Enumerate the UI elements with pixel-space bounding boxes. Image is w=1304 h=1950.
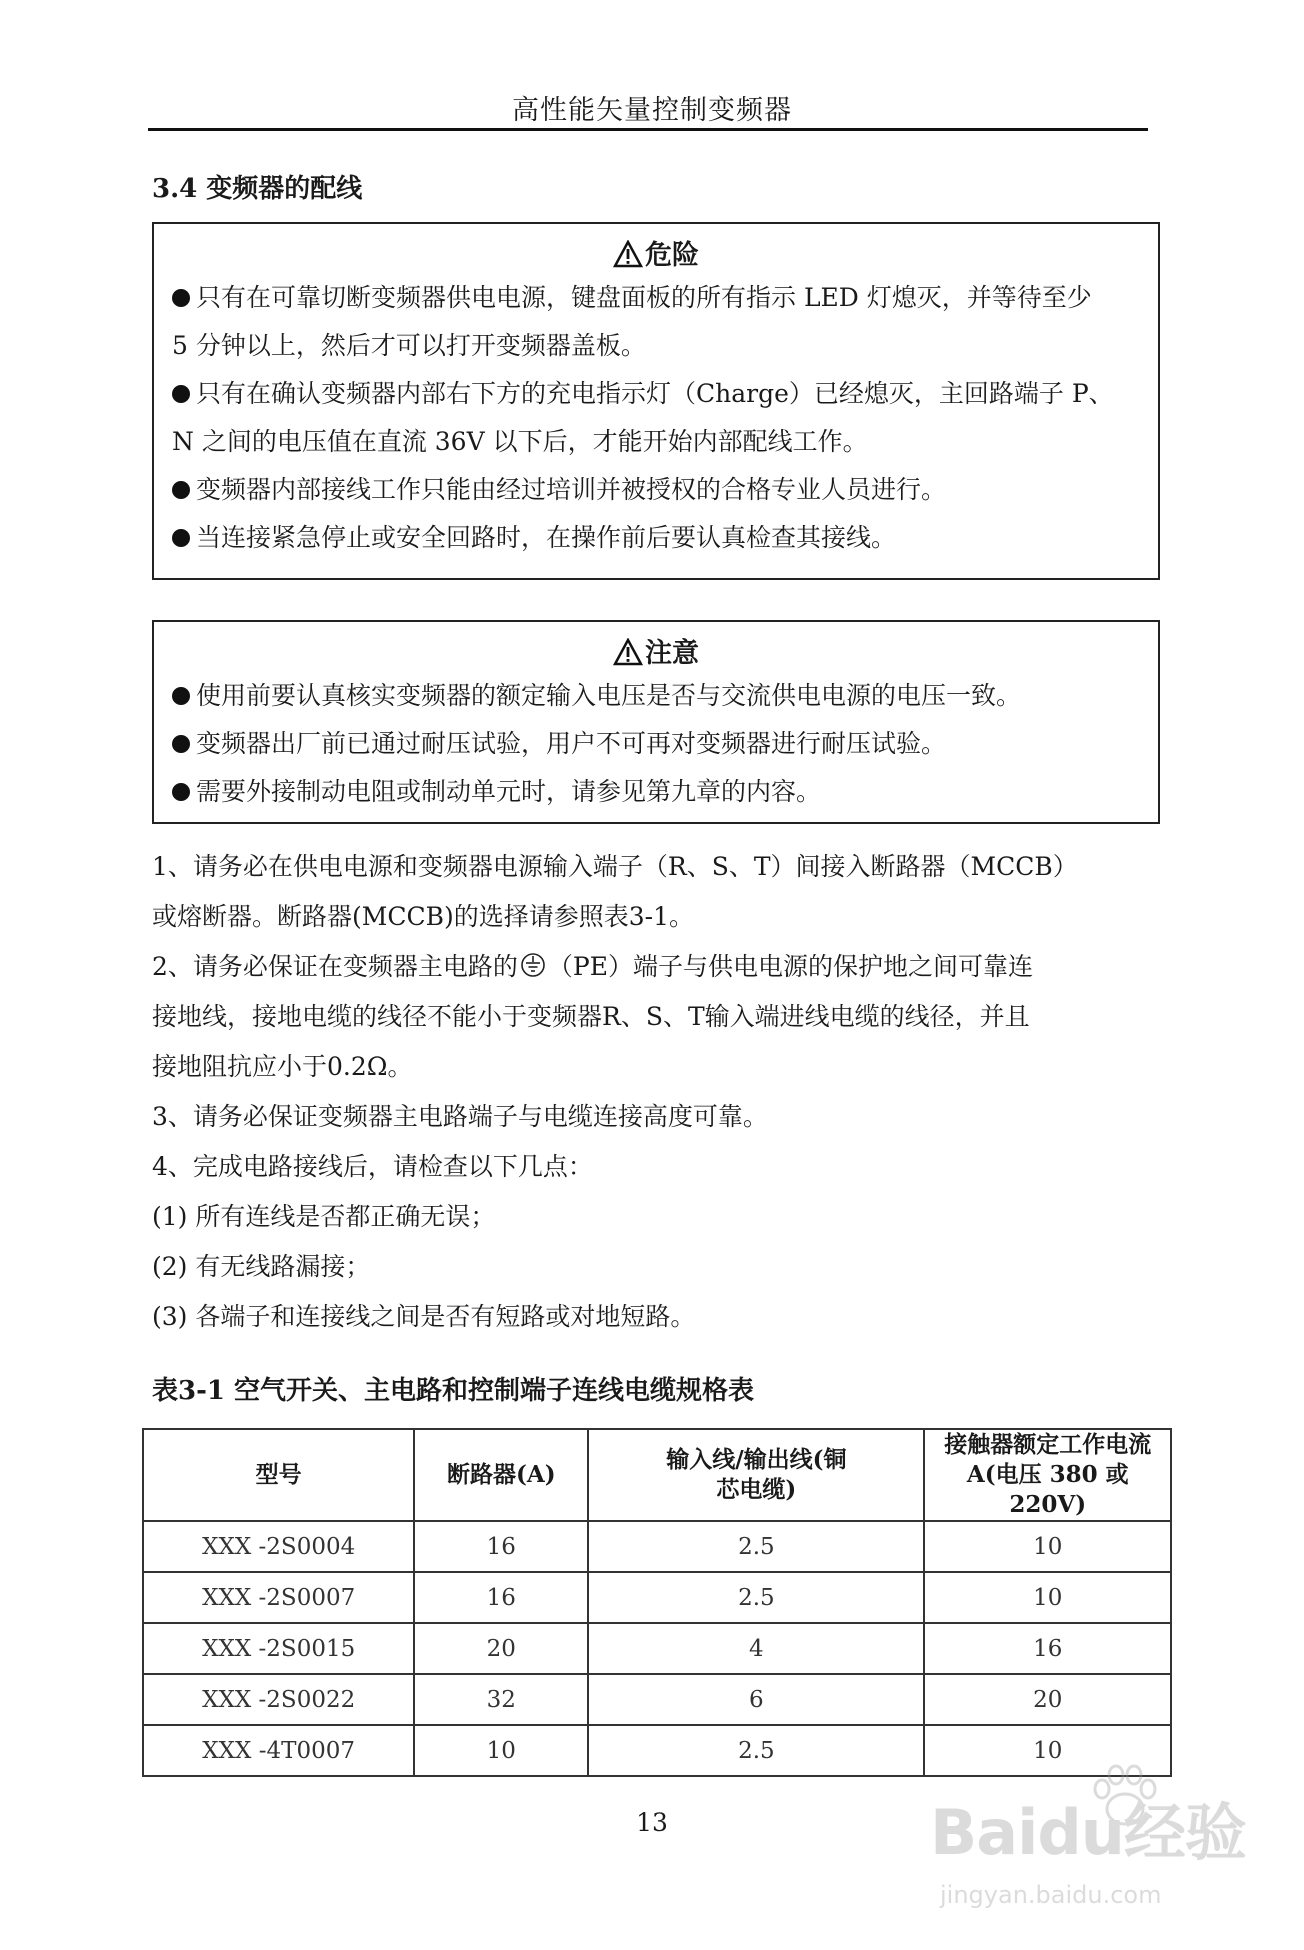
cell-contactor: 10 [924, 1725, 1171, 1776]
cell-model: XXX -4T0007 [143, 1725, 414, 1776]
page-header-title: 高性能矢量控制变频器 [512, 95, 792, 126]
cell-cable: 4 [588, 1623, 924, 1674]
notice-line [154, 672, 1158, 720]
danger-title: 危险 [645, 240, 699, 271]
notice-heading [154, 636, 1158, 672]
paragraph-2-text-a: 2、请务必保证在变频器主电路的 [152, 952, 518, 981]
header-contactor-line-2: A(电压 380 或 220V) [966, 1461, 1129, 1518]
header-cable-line-1: 输入线/输出线(铜 [666, 1446, 847, 1473]
table-row [143, 1623, 1171, 1674]
danger-line [154, 514, 1158, 562]
table-row [143, 1521, 1171, 1572]
danger-line-text: N 之间的电压值在直流 36V 以下后，才能开始内部配线工作。 [172, 427, 868, 456]
header-cable [588, 1429, 924, 1521]
paragraph-3: 3、请务必保证变频器主电路端子与电缆连接高度可靠。 [152, 1102, 768, 1131]
cell-contactor: 20 [924, 1674, 1171, 1725]
header-cable-line-2: 芯电缆) [716, 1476, 797, 1503]
cell-model: XXX -2S0022 [143, 1674, 414, 1725]
watermark-brand: Baidu经验 [930, 1796, 1246, 1869]
cell-cable: 6 [588, 1674, 924, 1725]
cell-breaker: 32 [414, 1674, 588, 1725]
cell-cable: 2.5 [588, 1521, 924, 1572]
check-item-1: (1) 所有连线是否都正确无误； [152, 1202, 496, 1231]
page-number: 13 [636, 1808, 668, 1837]
section-title: 3.4 变频器的配线 [152, 174, 363, 204]
notice-line-text: 需要外接制动电阻或制动单元时，请参见第九章的内容。 [196, 777, 822, 806]
danger-line-text: 只有在确认变频器内部右下方的充电指示灯（Charge）已经熄灭，主回路端子 P、 [196, 379, 1114, 408]
cell-breaker: 10 [414, 1725, 588, 1776]
table-row [143, 1674, 1171, 1725]
cell-contactor: 10 [924, 1521, 1171, 1572]
warning-triangle-icon [613, 240, 643, 268]
check-item-2: (2) 有无线路漏接； [152, 1252, 371, 1281]
paragraph-2-line-2: 接地线，接地电缆的线径不能小于变频器R、S、T输入端进线电缆的线径，并且 [152, 1002, 1030, 1031]
danger-line [154, 274, 1158, 322]
notice-box [152, 620, 1160, 824]
table-title: 表3-1 空气开关、主电路和控制端子连线电缆规格表 [152, 1376, 755, 1406]
danger-box [152, 222, 1160, 580]
bullet-icon [172, 783, 190, 801]
ground-symbol-icon [520, 952, 546, 978]
cell-breaker: 16 [414, 1521, 588, 1572]
cell-cable: 2.5 [588, 1572, 924, 1623]
cell-model: XXX -2S0015 [143, 1623, 414, 1674]
header-breaker: 断路器(A) [414, 1429, 588, 1521]
danger-heading [154, 238, 1158, 274]
paragraph-1-line-1: 1、请务必在供电电源和变频器电源输入端子（R、S、T）间接入断路器（MCCB） [152, 852, 1078, 881]
danger-line [154, 370, 1158, 418]
bullet-icon [172, 529, 190, 547]
danger-line-text: 变频器内部接线工作只能由经过培训并被授权的合格专业人员进行。 [196, 475, 947, 504]
danger-line-text: 只有在可靠切断变频器供电电源，键盘面板的所有指示 LED 灯熄灭，并等待至少 [196, 283, 1092, 312]
warning-triangle-icon [613, 638, 643, 666]
cell-cable: 2.5 [588, 1725, 924, 1776]
paragraph-1-line-2: 或熔断器。断路器(MCCB)的选择请参照表3-1。 [152, 902, 694, 931]
header-contactor-line-1: 接触器额定工作电流 [944, 1431, 1152, 1458]
bullet-icon [172, 735, 190, 753]
baidu-watermark [930, 1755, 1260, 1930]
bullet-icon [172, 481, 190, 499]
table-header-row [143, 1429, 1171, 1521]
paragraph-4: 4、完成电路接线后，请检查以下几点： [152, 1152, 593, 1181]
cell-contactor: 16 [924, 1623, 1171, 1674]
cell-model: XXX -2S0007 [143, 1572, 414, 1623]
bullet-icon [172, 385, 190, 403]
danger-line [154, 418, 1158, 466]
danger-line [154, 322, 1158, 370]
danger-line-text: 当连接紧急停止或安全回路时，在操作前后要认真检查其接线。 [196, 523, 897, 552]
header-contactor [924, 1429, 1171, 1521]
watermark-url: jingyan.baidu.com [940, 1881, 1162, 1909]
bullet-icon [172, 289, 190, 307]
notice-line [154, 720, 1158, 768]
danger-line [154, 466, 1158, 514]
notice-line [154, 768, 1158, 816]
check-item-3: (3) 各端子和连接线之间是否有短路或对地短路。 [152, 1302, 696, 1331]
cell-breaker: 20 [414, 1623, 588, 1674]
body-text [152, 842, 1162, 1342]
notice-line-text: 使用前要认真核实变频器的额定输入电压是否与交流供电电源的电压一致。 [196, 681, 1022, 710]
paragraph-2-line-3: 接地阻抗应小于0.2Ω。 [152, 1052, 413, 1081]
table-row [143, 1572, 1171, 1623]
paragraph-2-line-1 [152, 942, 1162, 992]
danger-line-text: 5 分钟以上，然后才可以打开变频器盖板。 [172, 331, 646, 360]
cell-contactor: 10 [924, 1572, 1171, 1623]
header-model: 型号 [143, 1429, 414, 1521]
notice-title: 注意 [645, 638, 699, 669]
cell-model: XXX -2S0004 [143, 1521, 414, 1572]
header-rule [148, 128, 1148, 131]
paragraph-2-text-b: （PE）端子与供电电源的保护地之间可靠连 [547, 952, 1033, 981]
cell-breaker: 16 [414, 1572, 588, 1623]
cable-spec-table [142, 1428, 1172, 1777]
notice-line-text: 变频器出厂前已通过耐压试验，用户不可再对变频器进行耐压试验。 [196, 729, 947, 758]
bullet-icon [172, 687, 190, 705]
